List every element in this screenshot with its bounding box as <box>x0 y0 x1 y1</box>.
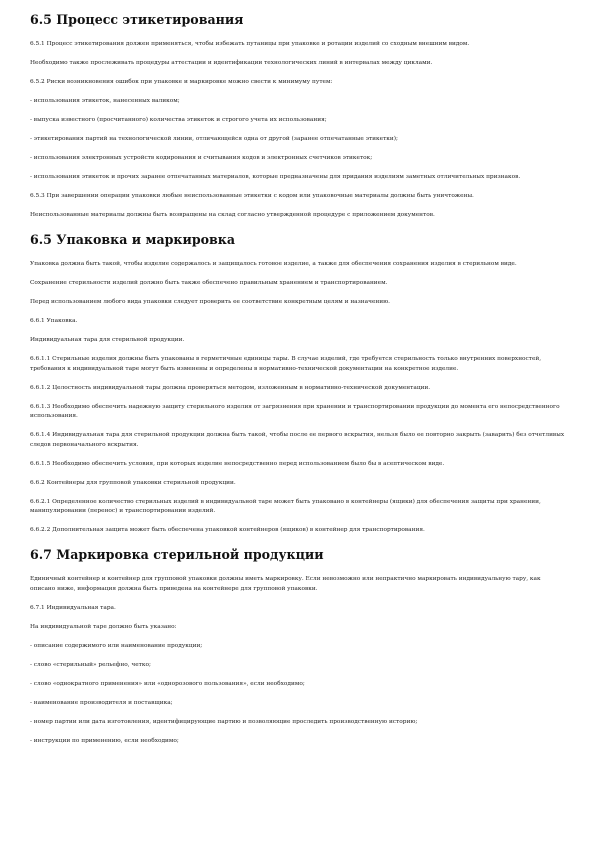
paragraph: 6.6.1.5 Необходимо обеспечить условия, при которых изделие непосредственно перед использованием было бы в асептическом виде. <box>30 460 445 467</box>
paragraph: Перед использованием любого вида упаковки следует проверить ее соответствие конкретным целям и назначению. <box>30 299 390 306</box>
section-heading-labeling: 6.5 Процесс этикетирования <box>30 12 244 27</box>
list-item: - описание содержимого или наименование продукции; <box>30 642 203 649</box>
paragraph: 6.6.2.2 Дополнительная защита может быть обеспечена упаковкой контейнеров (ящиков) в контейнер для транспортирования. <box>30 527 425 534</box>
paragraph: 6.6.1.3 Необходимо обеспечить надежную защиту стерильного изделия от загрязнения при хранении и транспортировании продукции до момента его непосредственного использования. <box>30 403 560 420</box>
list-item: - выпуска известного (просчитанного) количества этикеток и строгого учета их использования; <box>30 117 327 123</box>
paragraph: 6.6.1.1 Стерильные изделия должны быть упакованы в герметичные единицы тары. В случае изделий, где требуется стерильность только внутренних поверхностей, требования к индивидуальной таре могут быть изменены и определены в нормативно-технической документации на конкретное изделие. <box>30 356 542 372</box>
list-item: - слово «стерильный» рельефно, четко; <box>30 661 151 668</box>
paragraph: 6.5.2 Риски возникновения ошибок при упаковке и маркировке можно свести к минимуму путем: <box>30 79 333 85</box>
list-item: - инструкции по применению, если необходимо; <box>30 737 179 744</box>
paragraph: 6.5.3 При завершении операции упаковки любые неиспользованные этикетки с кодом или упаковочные материалы должны быть уничтожены. <box>30 193 474 199</box>
list-item: - этикетирования партий на технологической линии, отличающейся одна от другой (заранее отпечатанные этикетки); <box>30 136 398 142</box>
list-item: - использования этикеток и прочих заранее отпечатанных материалов, которые предназначены для придания изделиям заметных отличительных признаков. <box>30 174 521 180</box>
document-page <box>30 12 566 756</box>
section-heading-packaging: 6.5 Упаковка и маркировка <box>30 232 236 248</box>
paragraph: Индивидуальная тара для стерильной продукции. <box>30 337 185 344</box>
paragraph: На индивидуальной таре должно быть указано: <box>30 623 177 630</box>
paragraph: 6.6.1.2 Целостность индивидуальной тары должна проверяться методом, изложенным в нормативно-технической документации. <box>30 384 431 391</box>
paragraph: 6.6.1.4 Индивидуальная тара для стерильной продукции должна быть такой, чтобы после ее первого вскрытия, нельзя было ее повторно закрыть (заварить) без отчетливых следов первоначального вскрытия. <box>30 432 565 448</box>
list-item: - слово «однократного применения» или «однорозового пользования», если необходимо; <box>30 680 305 687</box>
list-item: - номер партии или дата изготовления, идентифицирующие партию и позволяющие проследить производственную историю; <box>30 718 418 725</box>
paragraph: Единичный контейнер и контейнер для групповой упаковки должны иметь маркировку. Если невозможно или непрактично маркировать индивидуальную тару, как описано ниже, информация должна быть приведена на контейнере для групповой упаковки. <box>30 576 541 592</box>
section-heading-sterile-marking: 6.7 Маркировка стерильной продукции <box>30 547 324 563</box>
paragraph: 6.6.2.1 Определенное количество стерильных изделий в индивидуальной таре может быть упаковано в контейнеры (ящики) для обеспечения защиты при хранении, манипулировании (перенос) и транспортировании изделий. <box>30 498 541 515</box>
paragraph: 6.7.1 Индивидуальная тара. <box>30 604 116 611</box>
list-item: - использования электронных устройств кодирования и считывания кодов и электронных счетчиков этикеток; <box>30 155 373 161</box>
paragraph: Сохранение стерильности изделий должно быть также обеспечено правильным хранением и транспортированием. <box>30 280 388 287</box>
list-item: - наименование производителя и поставщика; <box>30 699 173 706</box>
paragraph: 6.6.2 Контейнеры для групповой упаковки стерильной продукции. <box>30 479 236 486</box>
paragraph: Необходимо также прослеживать процедуры аттестации и идентификации технологических линий в интервалах между циклами. <box>30 60 433 66</box>
paragraph: Неиспользованные материалы должны быть возвращены на склад согласно утвержденной процедуре с приложением документов. <box>30 212 435 218</box>
paragraph: Упаковка должна быть такой, чтобы изделие содержалось и защищалось готовое изделие, а также для обеспечения сохранения изделия в стерильном виде. <box>30 261 517 268</box>
paragraph: 6.5.1 Процесс этикетирования должен применяться, чтобы избежать путаницы при упаковке и ротации изделий со сходным внешним видом. <box>30 41 470 47</box>
paragraph: 6.6.1 Упаковка. <box>30 318 78 325</box>
list-item: - использования этикеток, нанесенных валиком; <box>30 98 180 104</box>
